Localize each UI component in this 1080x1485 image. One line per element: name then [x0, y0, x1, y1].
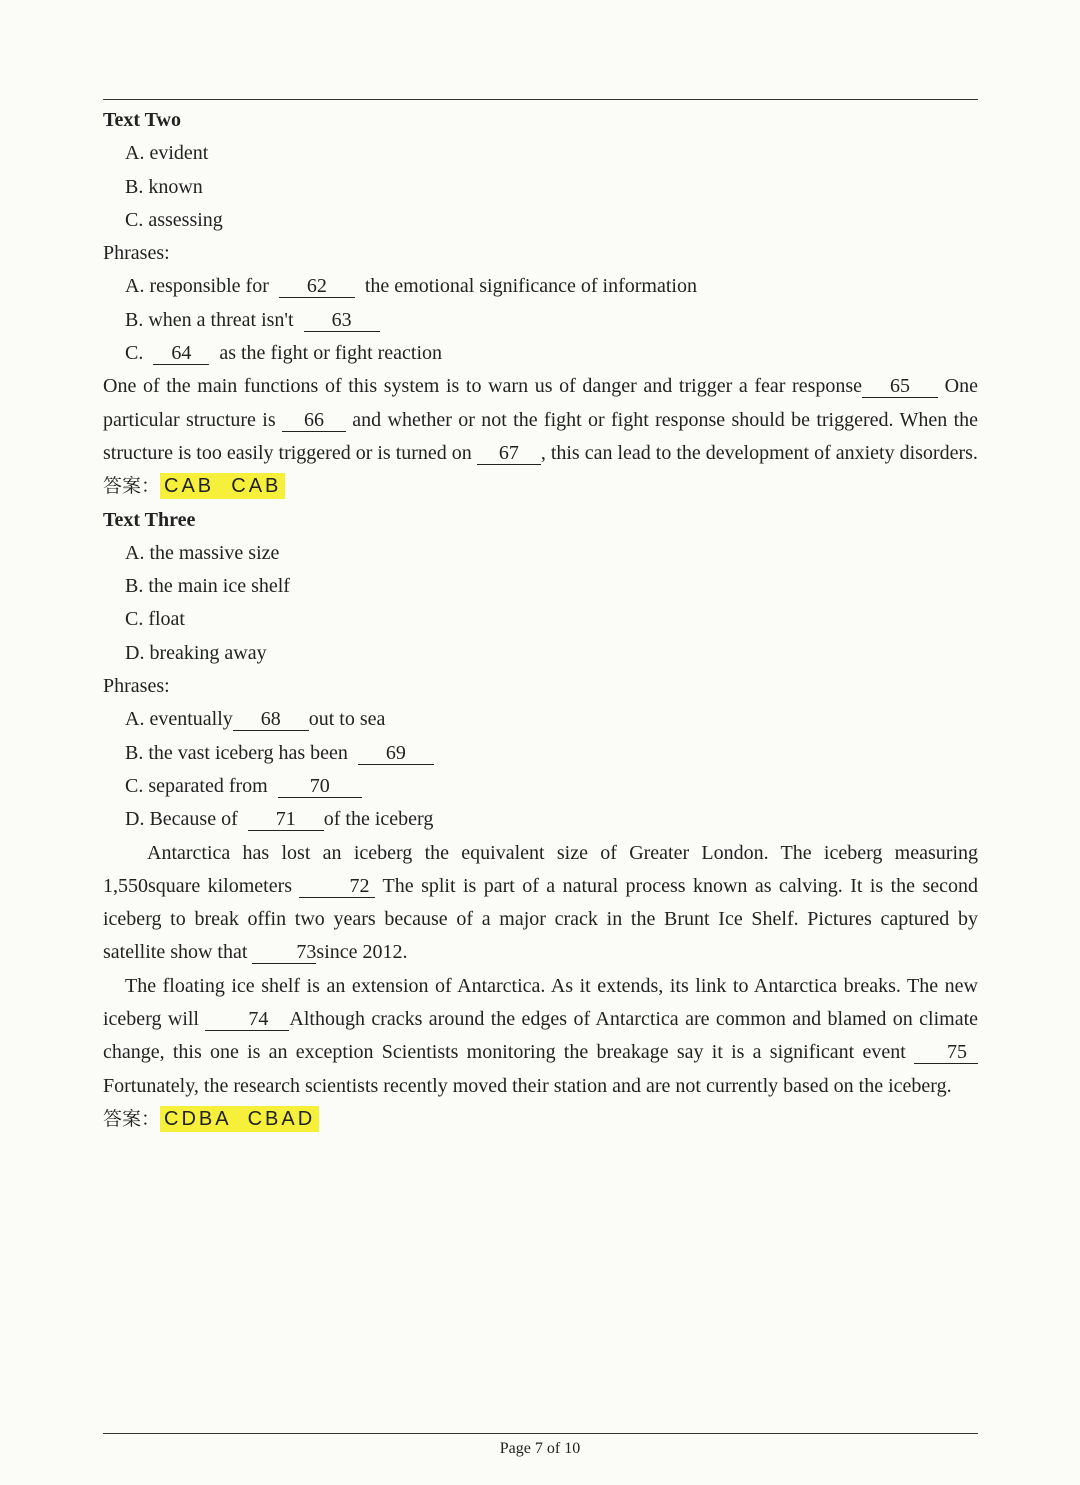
answer-blank: 71	[248, 808, 324, 831]
word-option: C. assessing	[125, 208, 223, 231]
answer-key-highlight: CDBA CBAD	[160, 1106, 319, 1132]
answer-blank: 67	[477, 442, 541, 465]
answer-label: 答案：	[103, 1107, 161, 1130]
answer-blank: 75	[914, 1041, 978, 1064]
answer-blank: 74	[205, 1008, 289, 1031]
answer-line	[103, 1103, 978, 1136]
phrases-label: Phrases:	[103, 675, 170, 698]
word-option: A. the massive size	[125, 541, 280, 564]
word-option: B. known	[125, 175, 203, 198]
answer-key-highlight: CAB CAB	[160, 473, 285, 499]
phrase-option: B. the vast iceberg has been 69	[103, 737, 978, 770]
answer-blank: 72	[299, 875, 375, 898]
answer-label: 答案：	[103, 475, 161, 498]
top-rule	[103, 99, 978, 100]
answer-blank: 65	[862, 375, 938, 398]
passage-paragraph: One of the main functions of this system is to warn us of danger and trigger a fear response 65 One particular structure is 66 and whether or not the fight or fight response should be triggered. When the structure is too easily triggered or is turned on 67 , this can lead to the development of anxiety disorders.	[103, 375, 979, 464]
phrase-option: C. separated from 70	[103, 770, 978, 803]
phrase-option: D. Because of 71 of the iceberg	[125, 808, 434, 831]
answer-line	[103, 470, 978, 503]
worksheet-content	[103, 104, 978, 1136]
passage-paragraph: Antarctica has lost an iceberg the equivalent size of Greater London. The iceberg measuring 1,550square kilometers 72 The split is part of a natural process known as calving. It is the second iceberg to break offin two years because of a major crack in the Brunt Ice Shelf. Pictures captured by satellite show that 73since 2012.	[103, 841, 979, 964]
bottom-rule	[103, 1433, 978, 1434]
answer-blank: 69	[358, 742, 434, 765]
word-option: D. breaking away	[125, 641, 267, 664]
answer-blank: 66	[282, 409, 346, 432]
phrase-option: B. when a threat isn't 63	[103, 304, 978, 337]
phrase-option: A. eventually 68 out to sea	[125, 708, 386, 731]
phrase-option: C. 64 as the fight or fight reaction	[125, 342, 443, 365]
phrase-option: A. responsible for 62 the emotional significance of information	[125, 275, 697, 298]
passage-paragraph: The floating ice shelf is an extension of Antarctica. As it extends, its link to Antarctica breaks. The new iceberg will 74 Although cracks around the edges of Antarctica are common and blamed on climate change, this one is an exception Scientists monitoring the breakage say it is a significant event 75Fortunately, the research scientists recently moved their station and are not currently based on the iceberg.	[103, 974, 979, 1097]
answer-blank: 62	[279, 275, 355, 298]
answer-blank: 73	[252, 941, 316, 964]
page-number: Page 7 of 10	[499, 1440, 581, 1457]
word-option: C. float	[125, 608, 185, 631]
answer-blank: 70	[278, 775, 362, 798]
section-title: Text Two	[103, 109, 181, 131]
word-option: A. evident	[125, 142, 209, 165]
answer-blank: 63	[304, 309, 380, 332]
answer-blank: 68	[233, 708, 309, 731]
answer-blank: 64	[153, 342, 209, 365]
word-option: B. the main ice shelf	[125, 575, 290, 598]
section-title: Text Three	[103, 508, 196, 531]
phrases-label: Phrases:	[103, 242, 170, 265]
